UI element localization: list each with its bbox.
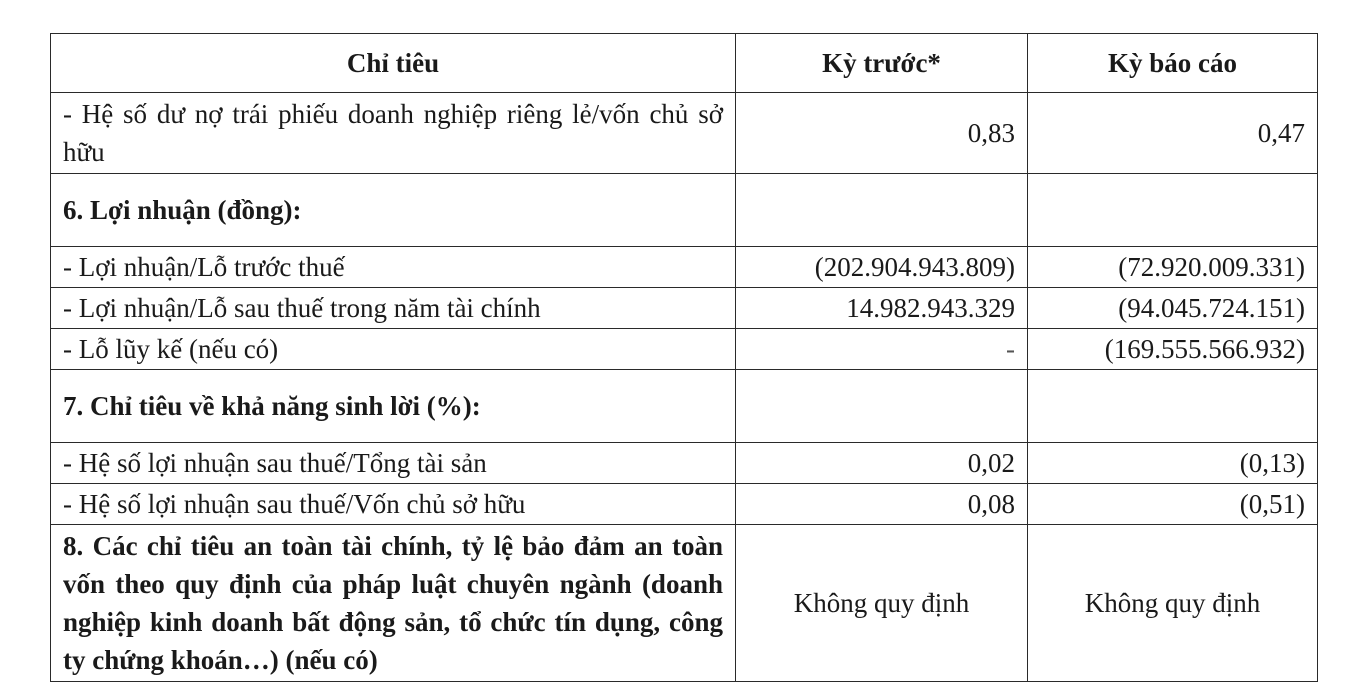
table-row [51, 329, 1318, 370]
section-label: 6. Lợi nhuận (đồng): [51, 174, 736, 247]
row-current-value: (169.555.566.932) [1028, 329, 1318, 370]
table-row [51, 484, 1318, 525]
section-label: 7. Chỉ tiêu về khả năng sinh lời (%): [51, 370, 736, 443]
row-current-value: (72.920.009.331) [1028, 247, 1318, 288]
header-reporting-period: Kỳ báo cáo [1028, 34, 1318, 93]
table-row [51, 288, 1318, 329]
row-previous-value [736, 174, 1028, 247]
row-previous-value: Không quy định [736, 525, 1028, 682]
row-previous-value: 0,83 [736, 93, 1028, 174]
row-current-value: (0,51) [1028, 484, 1318, 525]
row-previous-value: - [736, 329, 1028, 370]
table-row [51, 247, 1318, 288]
table-row [51, 93, 1318, 174]
row-label: - Lợi nhuận/Lỗ sau thuế trong năm tài chính [51, 288, 736, 329]
row-current-value: Không quy định [1028, 525, 1318, 682]
row-previous-value: 0,08 [736, 484, 1028, 525]
table-header-row [51, 34, 1318, 93]
row-label: - Hệ số dư nợ trái phiếu doanh nghiệp riêng lẻ/vốn chủ sở hữu [51, 93, 736, 174]
header-previous-period: Kỳ trước* [736, 34, 1028, 93]
section-row [51, 525, 1318, 682]
table-row [51, 443, 1318, 484]
row-current-value [1028, 174, 1318, 247]
row-previous-value: 14.982.943.329 [736, 288, 1028, 329]
row-current-value: (0,13) [1028, 443, 1318, 484]
financial-indicators-table [50, 33, 1318, 682]
header-indicator: Chỉ tiêu [51, 34, 736, 93]
section-row [51, 174, 1318, 247]
row-current-value [1028, 370, 1318, 443]
section-row [51, 370, 1318, 443]
row-label: - Hệ số lợi nhuận sau thuế/Vốn chủ sở hữu [51, 484, 736, 525]
section-label: 8. Các chỉ tiêu an toàn tài chính, tỷ lệ bảo đảm an toàn vốn theo quy định của pháp luật chuyên ngành (doanh nghiệp kinh doanh bất động sản, tổ chức tín dụng, công ty chứng khoán…) (nếu có) [51, 525, 736, 682]
row-previous-value: (202.904.943.809) [736, 247, 1028, 288]
row-previous-value [736, 370, 1028, 443]
row-current-value: (94.045.724.151) [1028, 288, 1318, 329]
row-label: - Lỗ lũy kế (nếu có) [51, 329, 736, 370]
row-previous-value: 0,02 [736, 443, 1028, 484]
row-current-value: 0,47 [1028, 93, 1318, 174]
row-label: - Lợi nhuận/Lỗ trước thuế [51, 247, 736, 288]
row-label: - Hệ số lợi nhuận sau thuế/Tổng tài sản [51, 443, 736, 484]
